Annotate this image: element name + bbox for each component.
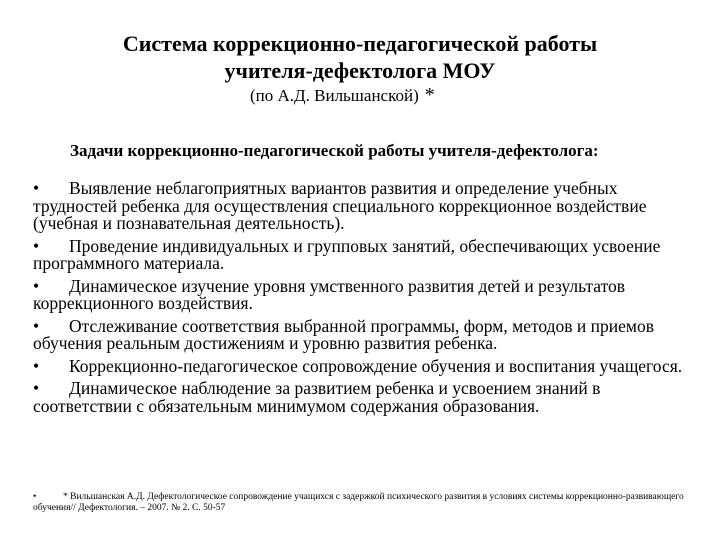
list-item-text: Динамическое изучение уровня умственного развития детей и результатов коррекционного воздействия. [33,275,626,313]
footnote-bullet: • [33,492,37,502]
footnote [33,492,693,514]
bullet: • [33,235,40,256]
title-line-1: Система коррекционно-педагогической работы [122,31,598,56]
tasks-list [33,180,688,420]
page-title [60,30,660,84]
list-item-text: Динамическое наблюдение за развитием ребенка и усвоением знаний в соответствии с обязательным минимумом содержания образования. [33,378,601,416]
bullet: • [33,355,40,376]
list-item [33,180,688,233]
list-item [33,235,688,273]
title-line-2: учителя-дефектолога МОУ [224,58,496,83]
list-item-text: Отслеживание соответствия выбранной программы, форм, методов и приемов обучения реальным достижениям и уровню развития ребенка. [33,315,654,353]
list-item-text: Коррекционно-педагогическое сопровождение обучения и воспитания учащегося. [69,355,683,376]
list-item-text: Выявление неблагоприятных вариантов развития и определение учебных трудностей ребенка для осуществления специального коррекционное воздействие (учебная и познавательная деятельность). [33,178,647,233]
footnote-star: * [424,84,435,106]
list-item [33,275,688,313]
bullet: • [33,275,40,296]
list-item-text: Проведение индивидуальных и групповых занятий, обеспечивающих усвоение программного материала. [33,235,661,273]
bullet: • [33,315,40,336]
author-text: (по А.Д. Вильшанской) [250,86,419,105]
list-item [33,380,688,415]
bullet: • [33,378,40,398]
tasks-heading: Задачи коррекционно-педагогической работы учителя-дефектолога: [70,141,599,160]
bullet: • [33,178,40,198]
footnote-text: * Вильшанская А.Д. Дефектологическое сопровождение учащихся с задержкой психического развития в условиях системы коррекционно-развивающего обучения// Дефектология. – 2007. № 2. С. 50-57 [33,492,684,513]
list-item [33,315,688,353]
list-item [33,355,688,376]
author-subtitle [250,84,435,107]
